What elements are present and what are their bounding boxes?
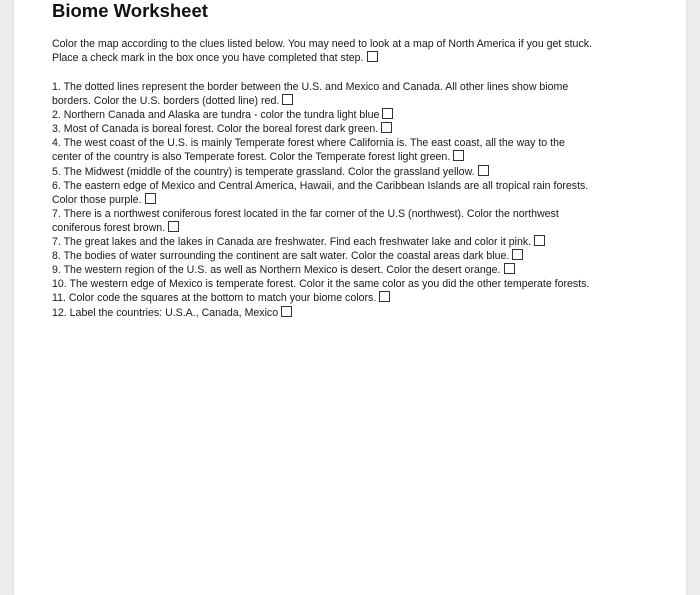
- instruction-line: [52, 108, 589, 122]
- checkbox[interactable]: [478, 165, 489, 176]
- instruction-line: [52, 263, 589, 277]
- instruction-text: center of the country is also Temperate forest. Color the Temperate forest light green.: [52, 151, 451, 164]
- instruction-line: [52, 193, 589, 207]
- checkbox[interactable]: [453, 150, 464, 161]
- instruction-item: [52, 165, 589, 179]
- intro-line: Color the map according to the clues listed below. You may need to look at a map of North America if you get stuck.: [52, 38, 592, 50]
- instruction-line: [52, 249, 589, 263]
- instruction-text: 11. Color code the squares at the bottom to match your biome colors.: [52, 292, 377, 305]
- instruction-item: [52, 136, 589, 164]
- instruction-line: [52, 94, 589, 108]
- page-title: Biome Worksheet: [52, 0, 208, 21]
- checkbox[interactable]: [282, 94, 293, 105]
- instruction-item: [52, 306, 589, 320]
- instruction-text: 3. Most of Canada is boreal forest. Color the boreal forest dark green.: [52, 123, 379, 136]
- intro-line-text: Place a check mark in the box once you have completed that step.: [52, 52, 364, 65]
- instruction-line: [52, 136, 589, 150]
- instruction-line: [52, 150, 589, 164]
- instruction-text: 6. The eastern edge of Mexico and Central America, Hawaii, and the Caribbean Islands are all tropical rain forests.: [52, 179, 589, 192]
- instruction-line: [52, 306, 589, 320]
- checkbox[interactable]: [281, 306, 292, 317]
- instruction-item: [52, 249, 589, 263]
- instruction-item: [52, 291, 589, 305]
- checkbox[interactable]: [534, 235, 545, 246]
- instruction-list: [52, 80, 589, 320]
- worksheet-page: [14, 0, 686, 595]
- instruction-line: [52, 179, 589, 193]
- instruction-text: 10. The western edge of Mexico is temperate forest. Color it the same color as you did the other temperate forests.: [52, 278, 590, 291]
- instruction-line: [52, 122, 589, 136]
- instruction-item: [52, 108, 589, 122]
- instruction-text: 12. Label the countries: U.S.A., Canada, Mexico: [52, 306, 279, 319]
- checkbox[interactable]: [382, 108, 393, 119]
- instruction-item: [52, 179, 589, 207]
- instruction-item: [52, 235, 589, 249]
- instruction-text: 4. The west coast of the U.S. is mainly Temperate forest where California is. The east coast, all the way to the: [52, 137, 565, 150]
- instruction-item: [52, 263, 589, 277]
- checkbox[interactable]: [504, 263, 515, 274]
- instruction-line: [52, 291, 589, 305]
- instruction-item: [52, 80, 589, 108]
- instruction-item: [52, 122, 589, 136]
- intro-line: [52, 51, 592, 65]
- checkbox[interactable]: [512, 249, 523, 260]
- checkbox[interactable]: [367, 51, 378, 62]
- instruction-line: [52, 207, 589, 221]
- instruction-text: borders. Color the U.S. borders (dotted line) red.: [52, 95, 280, 108]
- instruction-text: 1. The dotted lines represent the border between the U.S. and Mexico and Canada. All other lines show biome: [52, 81, 569, 93]
- instruction-item: [52, 207, 589, 235]
- checkbox[interactable]: [381, 122, 392, 133]
- instruction-line: [52, 221, 589, 235]
- instruction-text: 7. The great lakes and the lakes in Canada are freshwater. Find each freshwater lake and color it pink.: [52, 236, 532, 249]
- checkbox[interactable]: [145, 193, 156, 204]
- instruction-text: 5. The Midwest (middle of the country) is temperate grassland. Color the grassland yellow.: [52, 165, 475, 178]
- checkbox[interactable]: [168, 221, 179, 232]
- instruction-text: 7. There is a northwest coniferous forest located in the far corner of the U.S (northwest). Color the northwest: [52, 207, 559, 220]
- instruction-text: 2. Northern Canada and Alaska are tundra - color the tundra light blue: [52, 109, 380, 122]
- instruction-text: 9. The western region of the U.S. as well as Northern Mexico is desert. Color the desert orange.: [52, 264, 501, 277]
- instruction-line: [52, 80, 589, 94]
- intro: [52, 37, 592, 65]
- instruction-line: [52, 235, 589, 249]
- instruction-text: coniferous forest brown.: [52, 221, 166, 234]
- instruction-line: [52, 165, 589, 179]
- instruction-text: 8. The bodies of water surrounding the continent are salt water. Color the coastal areas dark blue.: [52, 250, 510, 263]
- checkbox[interactable]: [379, 291, 390, 302]
- instruction-text: Color those purple.: [52, 193, 142, 206]
- instruction-line: [52, 277, 589, 291]
- instruction-item: [52, 277, 589, 291]
